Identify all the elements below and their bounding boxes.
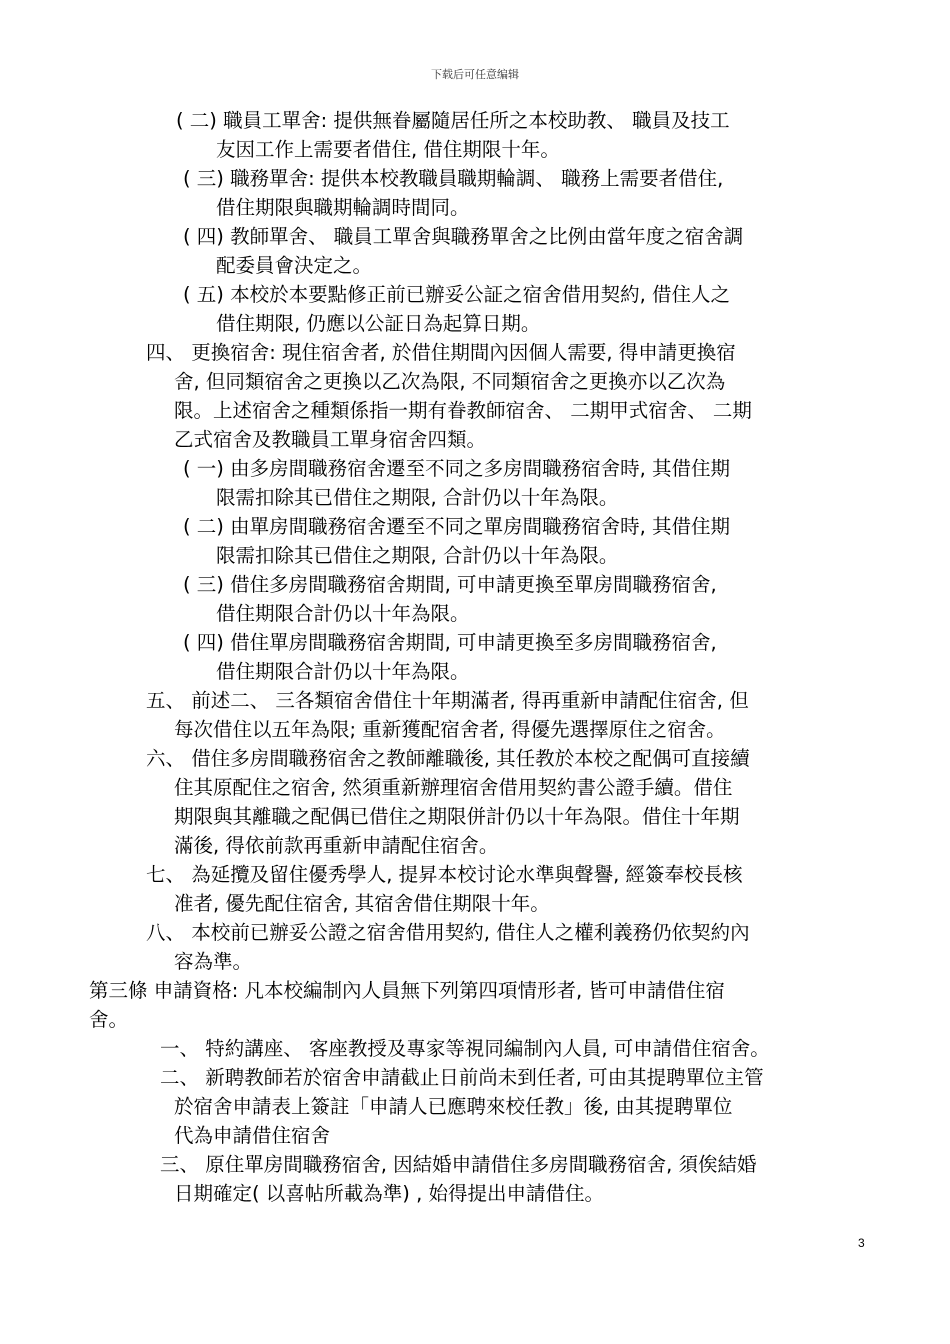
text-line: ( 二) 由單房間職務宿舍遷至不同之單房間職務宿舍時, 其借住期 bbox=[183, 515, 731, 538]
text-line: 第三條 申請資格: 凡本校編制內人員無下列第四項情形者, 皆可申請借住宿 bbox=[89, 979, 725, 1002]
text-line: ( 三) 職務單舍: 提供本校教職員職期輪調、 職務上需要者借住, bbox=[183, 167, 724, 190]
text-line: 容為準。 bbox=[174, 950, 253, 973]
text-line: 六、 借住多房間職務宿舍之教師離職後, 其任教於本校之配偶可直接續 bbox=[146, 747, 750, 770]
page-header: 下载后可任意编辑 bbox=[431, 68, 519, 81]
text-line: ( 五) 本校於本要點修正前已辦妥公証之宿舍借用契約, 借住人之 bbox=[183, 283, 731, 306]
text-line: 八、 本校前已辦妥公證之宿舍借用契約, 借住人之權利義務仍依契約內 bbox=[146, 921, 750, 944]
text-line: 日期確定( 以喜帖所載為準) , 始得提出申請借住。 bbox=[174, 1182, 605, 1205]
text-line: 乙式宿舍及教職員工單身宿舍四類。 bbox=[174, 428, 487, 451]
text-line: 一、 特約講座、 客座教授及專家等視同編制內人員, 可申請借住宿舍。 bbox=[160, 1037, 770, 1060]
text-line: 舍。 bbox=[89, 1008, 129, 1031]
text-line: 舍, 但同類宿舍之更換以乙次為限, 不同類宿舍之更換亦以乙次為 bbox=[174, 370, 726, 393]
text-line: 借住期限合計仍以十年為限。 bbox=[216, 602, 470, 625]
text-line: 住其原配住之宿舍, 然須重新辦理宿舍借用契約書公證手續。借住 bbox=[174, 776, 733, 799]
text-line: 七、 為延攬及留住優秀學人, 提昇本校讨论水準與聲譽, 經簽奉校長核 bbox=[146, 863, 743, 886]
page-number: 3 bbox=[858, 1236, 865, 1250]
text-line: 代為申請借住宿舍 bbox=[174, 1124, 331, 1147]
text-line: 配委員會決定之。 bbox=[216, 254, 373, 277]
text-line: 借住期限, 仍應以公証日為起算日期。 bbox=[216, 312, 541, 335]
text-line: ( 三) 借住多房間職務宿舍期間, 可申請更換至單房間職務宿舍, bbox=[183, 573, 717, 596]
text-line: 滿後, 得依前款再重新申請配住宿舍。 bbox=[174, 834, 499, 857]
text-line: 限需扣除其已借住之期限, 合計仍以十年為限。 bbox=[216, 486, 619, 509]
text-line: 借住期限合計仍以十年為限。 bbox=[216, 660, 470, 683]
text-line: 友因工作上需要者借住, 借住期限十年。 bbox=[216, 138, 560, 161]
text-line: 五、 前述二、 三各類宿舍借住十年期滿者, 得再重新申請配住宿舍, 但 bbox=[146, 689, 749, 712]
text-line: ( 四) 借住單房間職務宿舍期間, 可申請更換至多房間職務宿舍, bbox=[183, 631, 717, 654]
text-line: 於宿舍申請表上簽註「申請人已應聘來校任教」後, 由其提聘單位 bbox=[174, 1095, 733, 1118]
text-line: 准者, 優先配住宿舍, 其宿舍借住期限十年。 bbox=[174, 892, 550, 915]
text-line: 限需扣除其已借住之期限, 合計仍以十年為限。 bbox=[216, 544, 619, 567]
text-line: 二、 新聘教師若於宿舍申請截止日前尚未到任者, 可由其提聘單位主管 bbox=[160, 1066, 764, 1089]
text-line: 三、 原住單房間職務宿舍, 因結婚申請借住多房間職務宿舍, 須俟結婚 bbox=[160, 1153, 757, 1176]
text-line: 期限與其離職之配偶已借住之期限併計仍以十年為限。借住十年期 bbox=[174, 805, 740, 828]
text-line: ( 一) 由多房間職務宿舍遷至不同之多房間職務宿舍時, 其借住期 bbox=[183, 457, 731, 480]
text-line: 每次借住以五年為限; 重新獲配宿舍者, 得優先選擇原住之宿舍。 bbox=[174, 718, 726, 741]
text-line: ( 二) 職員工單舍: 提供無眷屬隨居任所之本校助教、 職員及技工 bbox=[176, 109, 730, 132]
text-line: 四、 更換宿舍: 現住宿舍者, 於借住期間內因個人需要, 得申請更換宿 bbox=[146, 341, 736, 364]
text-line: 限。上述宿舍之種類係指一期有眷教師宿舍、 二期甲式宿舍、 二期 bbox=[174, 399, 752, 422]
text-line: 借住期限與職期輪調時間同。 bbox=[216, 196, 470, 219]
text-line: ( 四) 教師單舍、 職員工單舍與職務單舍之比例由當年度之宿舍調 bbox=[183, 225, 744, 248]
